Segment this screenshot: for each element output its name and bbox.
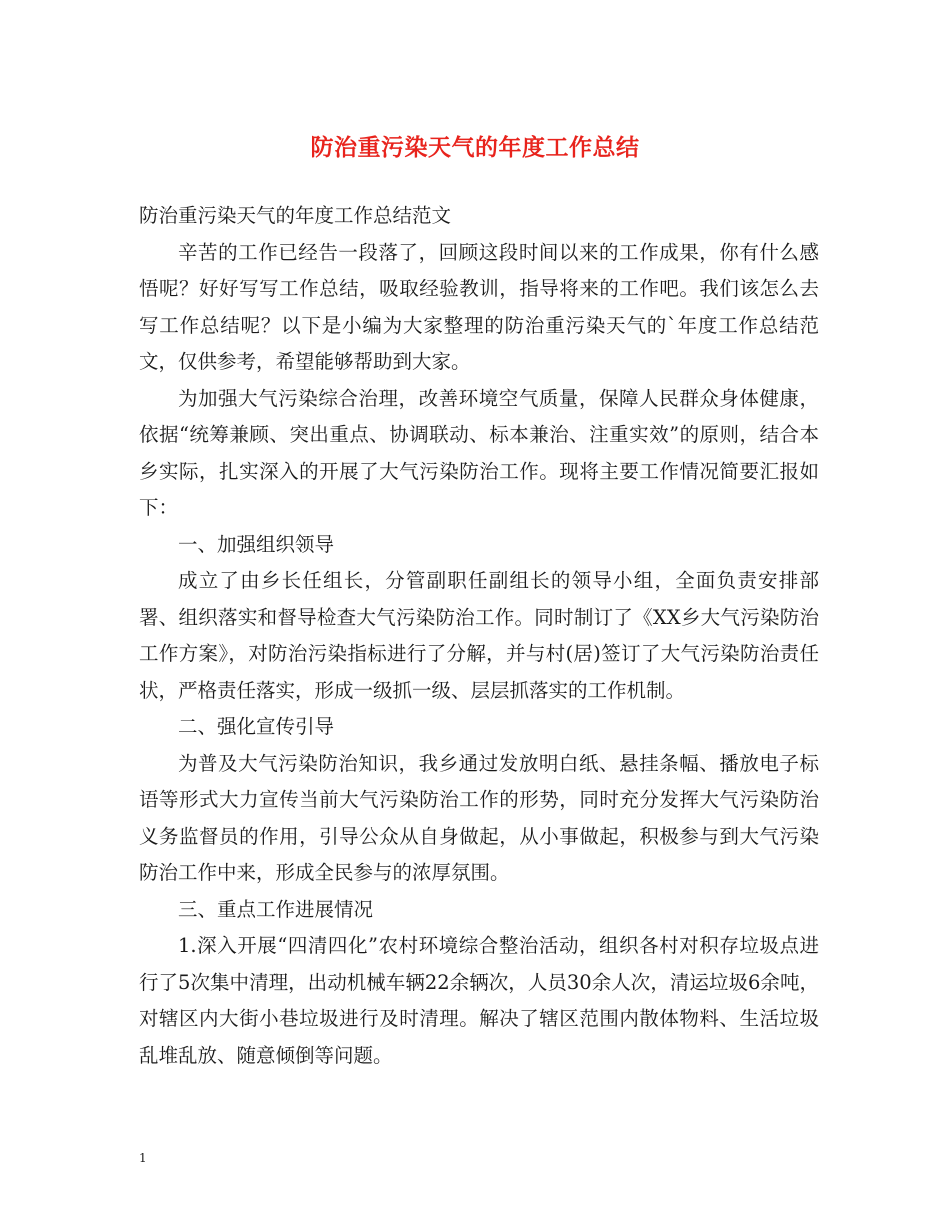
page-number: 1 bbox=[139, 1151, 147, 1165]
section-heading-3: 三、重点工作进展情况 bbox=[178, 897, 374, 921]
section-2-paragraph: 为普及大气污染防治知识，我乡通过发放明白纸、悬挂条幅、播放电子标语等形式大力宣传当前大气污染防治工作的形势，同时充分发挥大气污染防治义务监督员的作用，引导公众从自身做起，从小事做起，积极参与到大气污染防治工作中来，形成全民参与的浓厚氛围。 bbox=[139, 751, 819, 884]
section-heading-1: 一、加强组织领导 bbox=[178, 532, 335, 556]
intro-paragraph: 辛苦的工作已经告一段落了，回顾这段时间以来的工作成果，你有什么感悟呢？好好写写工作总结，吸取经验教训，指导将来的工作吧。我们该怎么去写工作总结呢？以下是小编为大家整理的防治重污染天气的`年度工作总结范文，仅供参考，希望能够帮助到大家。 bbox=[139, 240, 819, 373]
document-body bbox=[139, 198, 819, 1074]
summary-paragraph: 为加强大气污染综合治理，改善环境空气质量，保障人民群众身体健康，依据“统筹兼顾、突出重点、协调联动、标本兼治、注重实效”的原则，结合本乡实际，扎实深入的开展了大气污染防治工作。现将主要工作情况简要汇报如下： bbox=[139, 386, 819, 519]
subtitle-paragraph: 防治重污染天气的年度工作总结范文 bbox=[139, 204, 452, 227]
document-title: 防治重污染天气的年度工作总结 bbox=[310, 134, 640, 161]
section-heading-2: 二、强化宣传引导 bbox=[178, 715, 335, 738]
section-3-paragraph: 1.深入开展“四清四化”农村环境综合整治活动，组织各村对积存垃圾点进行了5次集中清理，出动机械车辆22余辆次，人员30余人次，清运垃圾6余吨，对辖区内大街小巷垃圾进行及时清理。解决了辖区范围内散体物料、生活垃圾乱堆乱放、随意倾倒等问题。 bbox=[139, 934, 819, 1067]
section-1-paragraph: 成立了由乡长任组长，分管副职任副组长的领导小组，全面负责安排部署、组织落实和督导检查大气污染防治工作。同时制订了《XX乡大气污染防治工作方案》，对防治污染指标进行了分解，并与村(居)签订了大气污染防治责任状，严格责任落实，形成一级抓一级、层层抓落实的工作机制。 bbox=[139, 569, 819, 702]
